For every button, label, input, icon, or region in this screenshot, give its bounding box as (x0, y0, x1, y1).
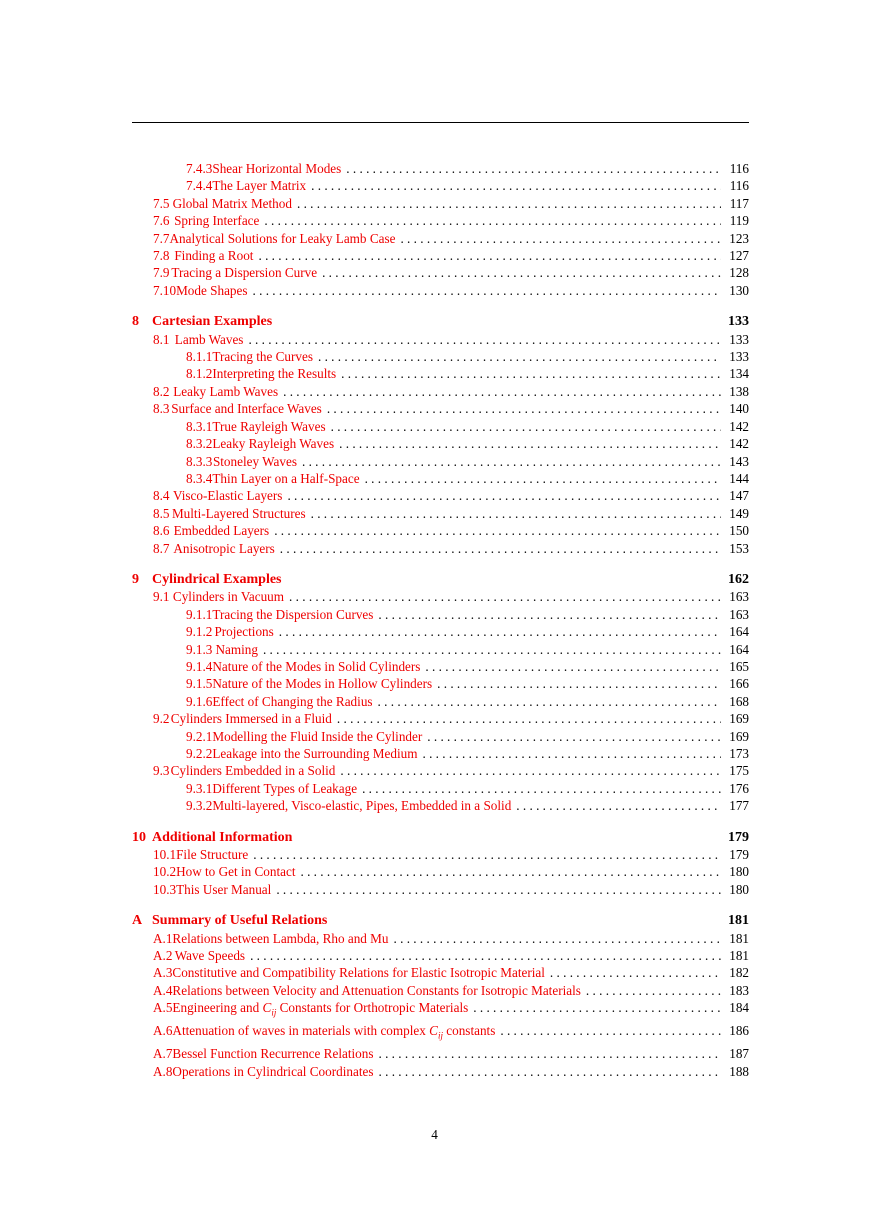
toc-section-entry[interactable] (132, 264, 749, 281)
toc-entry-page[interactable]: 147 (729, 488, 749, 504)
dot-leader (337, 710, 721, 727)
toc-entry-title-text: Naming (215, 641, 258, 657)
toc-entry-title-text: Stoneley Waves (212, 453, 297, 469)
toc-entry-title[interactable] (212, 435, 334, 452)
toc-entry-page[interactable]: 127 (729, 248, 749, 264)
toc-entry-title[interactable] (152, 912, 327, 929)
toc-entry-number[interactable]: 10 (132, 829, 146, 845)
toc-entry-page[interactable]: 175 (729, 763, 749, 779)
toc-entry-page[interactable]: 183 (729, 982, 749, 998)
toc-entry-number[interactable]: 9 (132, 571, 139, 587)
toc-entry-page[interactable]: 169 (729, 711, 749, 727)
toc-chapter-entry[interactable] (132, 829, 749, 846)
toc-section-entry[interactable] (132, 641, 749, 658)
toc-entry-title[interactable] (212, 470, 359, 487)
toc-entry-title-text: Leaky Rayleigh Waves (212, 436, 335, 452)
toc-entry-title[interactable] (174, 212, 259, 229)
toc-section-entry[interactable] (132, 365, 749, 382)
toc-entry-number[interactable]: 9.2.1 (186, 728, 213, 744)
toc-entry-title-text: Tracing a Dispersion Curve (171, 265, 318, 281)
toc-entry-number[interactable]: 7.9 (153, 265, 170, 281)
toc-entry-page[interactable]: 128 (729, 265, 749, 281)
dot-leader (346, 160, 721, 177)
dot-leader (331, 418, 721, 435)
toc-entry-title-text: Shear Horizontal Modes (212, 161, 342, 176)
toc-entry-number[interactable]: 9.1.3 (186, 641, 213, 657)
toc-section-entry[interactable] (132, 762, 749, 779)
toc-entry-number[interactable]: 8.4 (153, 488, 170, 504)
toc-entry-title[interactable] (213, 453, 297, 470)
toc-entry-title-text: Relations between Lambda, Rho and Mu (172, 930, 389, 946)
toc-entry-number[interactable]: 8.1 (153, 331, 170, 347)
toc-entry-page[interactable]: 143 (729, 453, 749, 469)
dot-leader (378, 693, 721, 710)
toc-entry-title-text: Finding a Root (174, 248, 254, 264)
toc-entry-page[interactable]: 163 (729, 606, 749, 622)
toc-section-entry[interactable] (132, 999, 749, 1022)
toc-entry-number[interactable]: 8.1.1 (186, 349, 213, 365)
toc-entry-title-text: Nature of the Modes in Solid Cylinders (212, 658, 421, 674)
toc-entry-number[interactable]: A.1 (153, 930, 173, 946)
toc-entry-number[interactable]: 8.3 (153, 401, 170, 417)
toc-entry-title-text: Thin Layer on a Half-Space (212, 470, 360, 486)
toc-entry-title[interactable] (173, 195, 292, 212)
toc-entry-number[interactable]: 9.3 (153, 763, 170, 779)
toc-entry-title[interactable] (171, 264, 317, 281)
toc-entry-title-text: Cylinders in Vacuum (172, 589, 285, 605)
toc-entry-title[interactable] (172, 505, 306, 522)
dot-leader (287, 487, 721, 504)
dot-leader (248, 331, 721, 348)
dot-leader (516, 797, 721, 814)
toc-section-entry[interactable] (132, 487, 749, 504)
toc-entry-page[interactable]: 168 (729, 693, 749, 709)
toc-section-entry[interactable] (132, 1045, 749, 1062)
toc-entry-title[interactable] (175, 947, 245, 964)
dot-leader (253, 846, 721, 863)
toc-section-entry[interactable] (132, 658, 749, 675)
toc-entry-number[interactable]: 9.1.6 (186, 693, 213, 709)
toc-entry-page[interactable]: 133 (728, 314, 749, 330)
toc-entry-page[interactable]: 133 (729, 349, 749, 365)
math-symbol-c: C (262, 1000, 272, 1016)
toc-section-entry[interactable] (132, 745, 749, 762)
dot-leader (362, 780, 721, 797)
toc-section-entry[interactable] (132, 247, 749, 264)
toc-entry-number[interactable]: 8.6 (153, 523, 170, 539)
dot-leader (283, 383, 721, 400)
toc-section-entry[interactable] (132, 846, 749, 863)
toc-entry-page[interactable]: 181 (729, 930, 749, 946)
toc-entry-title[interactable] (172, 1022, 495, 1045)
toc-section-entry[interactable] (132, 947, 749, 964)
toc-section-entry[interactable] (132, 453, 749, 470)
toc-section-entry[interactable] (132, 418, 749, 435)
toc-entry-title-text: Relations between Velocity and Attenuation Constants for Isotropic Materials (172, 982, 581, 998)
toc-entry-title-text: Effect of Changing the Radius (212, 693, 373, 709)
toc-entry-page[interactable]: 181 (728, 913, 749, 929)
toc-entry-number[interactable]: 7.7 (153, 230, 170, 246)
toc-entry-title[interactable] (171, 762, 336, 779)
header-rule (132, 122, 749, 123)
toc-entry-title[interactable] (172, 964, 544, 981)
dot-leader (311, 505, 721, 522)
toc-section-entry[interactable] (132, 282, 749, 299)
toc-entry-title-text: Global Matrix Method (172, 195, 292, 211)
dot-leader (365, 470, 721, 487)
toc-entry-number[interactable]: 7.4.3 (186, 161, 213, 176)
toc-entry-title[interactable] (212, 365, 336, 382)
toc-section-entry[interactable] (132, 930, 749, 947)
toc-entry-page[interactable]: 116 (729, 178, 749, 194)
toc-entry-title-text: Analytical Solutions for Leaky Lamb Case (169, 230, 396, 246)
toc-section-entry[interactable] (132, 982, 749, 999)
dot-leader (400, 230, 721, 247)
toc-section-entry[interactable] (132, 797, 749, 814)
toc-section-entry[interactable] (132, 348, 749, 365)
toc-entry-title[interactable] (176, 863, 295, 880)
toc-entry-title-text: Operations in Cylindrical Coordinates (172, 1063, 374, 1079)
toc-entry-page[interactable]: 144 (729, 470, 749, 486)
toc-entry-page[interactable]: 179 (729, 847, 749, 863)
toc-entry-page[interactable]: 142 (729, 436, 749, 452)
dot-leader (378, 606, 721, 623)
toc-entry-page[interactable]: 150 (729, 523, 749, 539)
toc-entry-number[interactable]: A.6 (153, 1023, 173, 1039)
toc-entry-title[interactable] (172, 930, 388, 947)
toc-entry-number[interactable]: 7.10 (153, 282, 177, 298)
toc-entry-number[interactable]: 8.2 (153, 383, 170, 399)
toc-entry-title[interactable] (176, 881, 271, 898)
dot-leader (339, 435, 721, 452)
dot-leader (394, 930, 721, 947)
toc-entry-title-text: Cylinders Immersed in a Fluid (170, 711, 332, 727)
toc-entry-title[interactable] (174, 247, 253, 264)
toc-entry-page[interactable]: 186 (729, 1023, 749, 1039)
toc-entry-number[interactable]: 7.5 (153, 195, 170, 211)
toc-entry-title[interactable] (212, 693, 372, 710)
toc-section-entry[interactable] (132, 160, 749, 177)
toc-entry-page[interactable]: 180 (729, 881, 749, 897)
toc-entry-title[interactable] (212, 160, 341, 177)
dot-leader (289, 588, 721, 605)
toc-entry-title-text: Leaky Lamb Waves (173, 383, 279, 399)
toc-section-entry[interactable] (132, 1063, 749, 1080)
dot-leader (264, 212, 721, 229)
toc-entry-title-text: Anisotropic Layers (173, 540, 275, 556)
toc-entry-page[interactable]: 138 (729, 383, 749, 399)
toc-entry-number[interactable]: 8.3.2 (186, 436, 213, 452)
toc-entry-title[interactable] (176, 846, 248, 863)
toc-section-entry[interactable] (132, 230, 749, 247)
dot-leader (425, 658, 721, 675)
toc-entry-title[interactable] (212, 745, 417, 762)
dot-leader (297, 195, 721, 212)
toc-entry-number[interactable]: A.8 (153, 1063, 173, 1079)
toc-entry-number[interactable]: 10.3 (153, 881, 177, 897)
toc-entry-number[interactable]: A.4 (153, 982, 173, 998)
toc-entry-title[interactable] (212, 658, 420, 675)
toc-entry-title-text: Modelling the Fluid Inside the Cylinder (212, 728, 423, 744)
toc-chapter-entry[interactable] (132, 912, 749, 929)
math-subscript: ij (437, 1030, 443, 1041)
toc-entry-title[interactable] (173, 487, 282, 504)
toc-entry-page[interactable]: 164 (729, 624, 749, 640)
toc-section-entry[interactable] (132, 400, 749, 417)
toc-entry-page[interactable]: 163 (729, 589, 749, 605)
toc-entry-title-text: Interpreting the Results (212, 366, 337, 382)
toc-entry-page[interactable]: 181 (729, 948, 749, 964)
toc-entry-number[interactable]: 9.1.4 (186, 658, 213, 674)
toc-entry-page[interactable]: 179 (728, 829, 749, 845)
toc-section-entry[interactable] (132, 505, 749, 522)
dot-leader (302, 453, 721, 470)
toc-entry-title[interactable] (212, 418, 325, 435)
dot-leader (473, 999, 721, 1016)
dot-leader (340, 762, 721, 779)
toc-entry-title[interactable] (176, 282, 247, 299)
toc-section-entry[interactable] (132, 588, 749, 605)
dot-leader (253, 282, 721, 299)
toc-entry-page[interactable]: 180 (729, 864, 749, 880)
toc-entry-title[interactable] (212, 606, 373, 623)
dot-leader (341, 365, 721, 382)
toc-entry-title-text: Cartesian Examples (152, 314, 273, 330)
toc-entry-number[interactable]: 9.1.5 (186, 676, 213, 692)
toc-entry-number[interactable]: 10.1 (153, 847, 177, 863)
toc-entry-title[interactable] (173, 588, 284, 605)
dot-leader (311, 177, 721, 194)
toc-entry-title-text: This User Manual (176, 881, 272, 897)
toc-entry-title[interactable] (212, 728, 422, 745)
toc-entry-number[interactable]: A.3 (153, 965, 173, 981)
toc-entry-page[interactable]: 164 (729, 641, 749, 657)
toc-entry-page[interactable]: 142 (729, 418, 749, 434)
toc-entry-title[interactable] (212, 780, 357, 797)
toc-entry-title[interactable] (212, 797, 511, 814)
dot-leader (263, 641, 721, 658)
toc-entry-title-text: Additional Information (152, 829, 293, 845)
toc-entry-title-text: Nature of the Modes in Hollow Cylinders (212, 676, 433, 692)
toc-section-entry[interactable] (132, 606, 749, 623)
toc-section-entry[interactable] (132, 331, 749, 348)
dot-leader (422, 745, 721, 762)
toc-entry-number[interactable]: 8.1.2 (186, 366, 213, 382)
toc-entry-title[interactable] (172, 999, 468, 1022)
toc-entry-page[interactable]: 133 (729, 331, 749, 347)
dot-leader (327, 400, 721, 417)
toc-entry-title-text: Multi-layered, Visco-elastic, Pipes, Embedded in a Solid (212, 798, 512, 814)
dot-leader (250, 947, 721, 964)
toc-section-entry[interactable] (132, 522, 749, 539)
toc-entry-number[interactable]: 9.3.1 (186, 780, 213, 796)
dot-leader (279, 623, 721, 640)
toc-entry-title[interactable] (175, 331, 244, 348)
toc-section-entry[interactable] (132, 177, 749, 194)
toc-entry-title-text: Different Types of Leakage (212, 780, 358, 796)
toc-entry-page[interactable]: 165 (729, 658, 749, 674)
toc-entry-title-text: Visco-Elastic Layers (173, 488, 283, 504)
toc-entry-number[interactable]: 9.3.2 (186, 798, 213, 814)
toc-section-entry[interactable] (132, 1022, 749, 1045)
toc-entry-title-text: Tracing the Dispersion Curves (212, 606, 374, 622)
toc-section-entry[interactable] (132, 540, 749, 557)
toc-section-entry[interactable] (132, 693, 749, 710)
toc-entry-title[interactable] (172, 982, 580, 999)
toc-entry-page[interactable]: 123 (729, 230, 749, 246)
toc-entry-title-rest: Constants for Orthotropic Materials (276, 1000, 469, 1016)
toc-section-entry[interactable] (132, 863, 749, 880)
toc-entry-title[interactable] (152, 313, 272, 330)
toc-entry-number[interactable]: 8 (132, 314, 139, 330)
toc-entry-page[interactable]: 153 (729, 540, 749, 556)
toc-entry-number[interactable]: 9.1.2 (186, 624, 213, 640)
toc-entry-page[interactable]: 169 (729, 728, 749, 744)
toc-entry-page[interactable]: 149 (729, 505, 749, 521)
toc-entry-page[interactable]: 117 (729, 195, 749, 211)
dot-leader (427, 728, 721, 745)
toc-section-entry[interactable] (132, 470, 749, 487)
toc-entry-title-text: How to Get in Contact (176, 864, 296, 880)
toc-entry-title[interactable] (174, 522, 270, 539)
toc-entry-title[interactable] (172, 1063, 373, 1080)
toc-entry-title[interactable] (215, 641, 258, 658)
toc-entry-title[interactable] (212, 348, 313, 365)
toc-entry-title-text: True Rayleigh Waves (212, 418, 326, 434)
toc-entry-title-text: Spring Interface (174, 213, 260, 229)
toc-entry-page[interactable]: 176 (729, 780, 749, 796)
dot-leader (322, 264, 721, 281)
toc-entry-title[interactable] (171, 710, 332, 727)
toc-entry-page[interactable]: 173 (729, 746, 749, 761)
toc-entry-number[interactable]: 8.7 (153, 540, 170, 556)
toc-entry-title-text: File Structure (176, 847, 249, 863)
toc-section-entry[interactable] (132, 728, 749, 745)
toc-entry-title-text: Multi-Layered Structures (171, 505, 306, 521)
toc-entry-number[interactable]: A (132, 913, 143, 929)
toc-entry-page[interactable]: 130 (729, 282, 749, 298)
dot-leader (258, 247, 721, 264)
toc-entry-title[interactable] (212, 675, 432, 692)
toc-entry-title-text: Tracing the Curves (212, 349, 313, 365)
toc-entry-number[interactable]: 9.1 (153, 589, 170, 605)
toc-section-entry[interactable] (132, 675, 749, 692)
toc-entry-page[interactable]: 166 (729, 676, 749, 692)
dot-leader (437, 675, 721, 692)
toc-chapter-entry[interactable] (132, 571, 749, 588)
toc-section-entry[interactable] (132, 964, 749, 981)
toc-entry-number[interactable]: 7.8 (153, 248, 170, 264)
toc-entry-page[interactable]: 116 (729, 161, 749, 176)
dot-leader (276, 881, 721, 898)
math-symbol-c: C (429, 1023, 438, 1039)
toc-entry-page[interactable]: 119 (729, 213, 749, 229)
toc-entry-title-text: Mode Shapes (176, 282, 248, 298)
toc-entry-title-text: Cylindrical Examples (152, 571, 282, 587)
toc-entry-number[interactable]: A.2 (153, 948, 173, 964)
dot-leader (318, 348, 721, 365)
toc-entry-title-text: Leakage into the Surrounding Medium (212, 746, 418, 761)
dot-leader (500, 1022, 721, 1039)
toc-entry-page[interactable]: 188 (729, 1063, 749, 1079)
toc-entry-number[interactable]: 9.2 (153, 711, 170, 727)
toc-entry-title-text: Projections (214, 624, 274, 640)
toc-section-entry[interactable] (132, 710, 749, 727)
toc-entry-title-text: Engineering and (172, 1000, 263, 1016)
toc-entry-number[interactable]: 8.5 (153, 505, 170, 521)
toc-entry-number[interactable]: 8.3.4 (186, 470, 213, 486)
toc-entry-title[interactable] (152, 829, 292, 846)
toc-entry-title-text: Constitutive and Compatibility Relations for Elastic Isotropic Material (172, 965, 545, 981)
toc-entry-title-rest: constants (442, 1023, 496, 1039)
toc-section-entry[interactable] (132, 212, 749, 229)
toc-entry-number[interactable]: 10.2 (153, 864, 177, 880)
dot-leader (550, 964, 721, 981)
table-of-contents (132, 160, 749, 1080)
toc-entry-number[interactable]: A.7 (153, 1046, 173, 1062)
toc-entry-title-text: Surface and Interface Waves (171, 401, 322, 417)
toc-entry-number[interactable]: 9.1.1 (186, 606, 213, 622)
toc-entry-title[interactable] (169, 230, 395, 247)
dot-leader (280, 540, 721, 557)
dot-leader (300, 863, 721, 880)
toc-entry-title[interactable] (172, 1045, 373, 1062)
toc-section-entry[interactable] (132, 435, 749, 452)
page-number: 4 (431, 1127, 438, 1142)
toc-entry-title[interactable] (171, 400, 322, 417)
toc-entry-number[interactable]: 8.3.3 (186, 453, 213, 469)
toc-entry-title-text: Attenuation of waves in materials with complex (172, 1023, 430, 1039)
toc-entry-title-text: Cylinders Embedded in a Solid (170, 763, 336, 779)
toc-entry-title[interactable] (212, 177, 306, 194)
toc-entry-number[interactable]: 7.6 (153, 213, 170, 229)
toc-section-entry[interactable] (132, 780, 749, 797)
toc-entry-page[interactable]: 177 (729, 798, 749, 814)
toc-entry-title[interactable] (173, 540, 274, 557)
toc-entry-title[interactable] (173, 383, 278, 400)
toc-entry-number[interactable]: 8.3.1 (186, 418, 213, 434)
toc-chapter-entry[interactable] (132, 313, 749, 330)
toc-section-entry[interactable] (132, 195, 749, 212)
toc-entry-page[interactable]: 184 (729, 1000, 749, 1016)
toc-entry-title-text: Bessel Function Recurrence Relations (172, 1046, 374, 1062)
dot-leader (379, 1063, 722, 1080)
toc-section-entry[interactable] (132, 623, 749, 640)
toc-section-entry[interactable] (132, 881, 749, 898)
toc-entry-page[interactable]: 140 (729, 401, 749, 417)
toc-entry-page[interactable]: 182 (729, 965, 749, 981)
toc-entry-title[interactable] (214, 623, 273, 640)
toc-entry-title-text: Embedded Layers (173, 523, 270, 539)
toc-entry-number[interactable]: 9.2.2 (186, 746, 213, 761)
toc-entry-title-text: The Layer Matrix (212, 178, 307, 194)
toc-entry-title-text: Lamb Waves (174, 331, 244, 347)
toc-entry-page[interactable]: 134 (729, 366, 749, 382)
toc-section-entry[interactable] (132, 383, 749, 400)
toc-entry-number[interactable]: 7.4.4 (186, 178, 213, 194)
dot-leader (274, 522, 721, 539)
toc-entry-page[interactable]: 187 (729, 1046, 749, 1062)
toc-entry-page[interactable]: 162 (728, 571, 749, 587)
dot-leader (586, 982, 721, 999)
toc-entry-number[interactable]: A.5 (153, 1000, 173, 1016)
dot-leader (378, 1045, 721, 1062)
toc-entry-title[interactable] (152, 571, 282, 588)
math-subscript: ij (271, 1007, 277, 1018)
toc-entry-title-text: Wave Speeds (174, 948, 246, 964)
toc-entry-title-text: Summary of Useful Relations (152, 913, 328, 929)
